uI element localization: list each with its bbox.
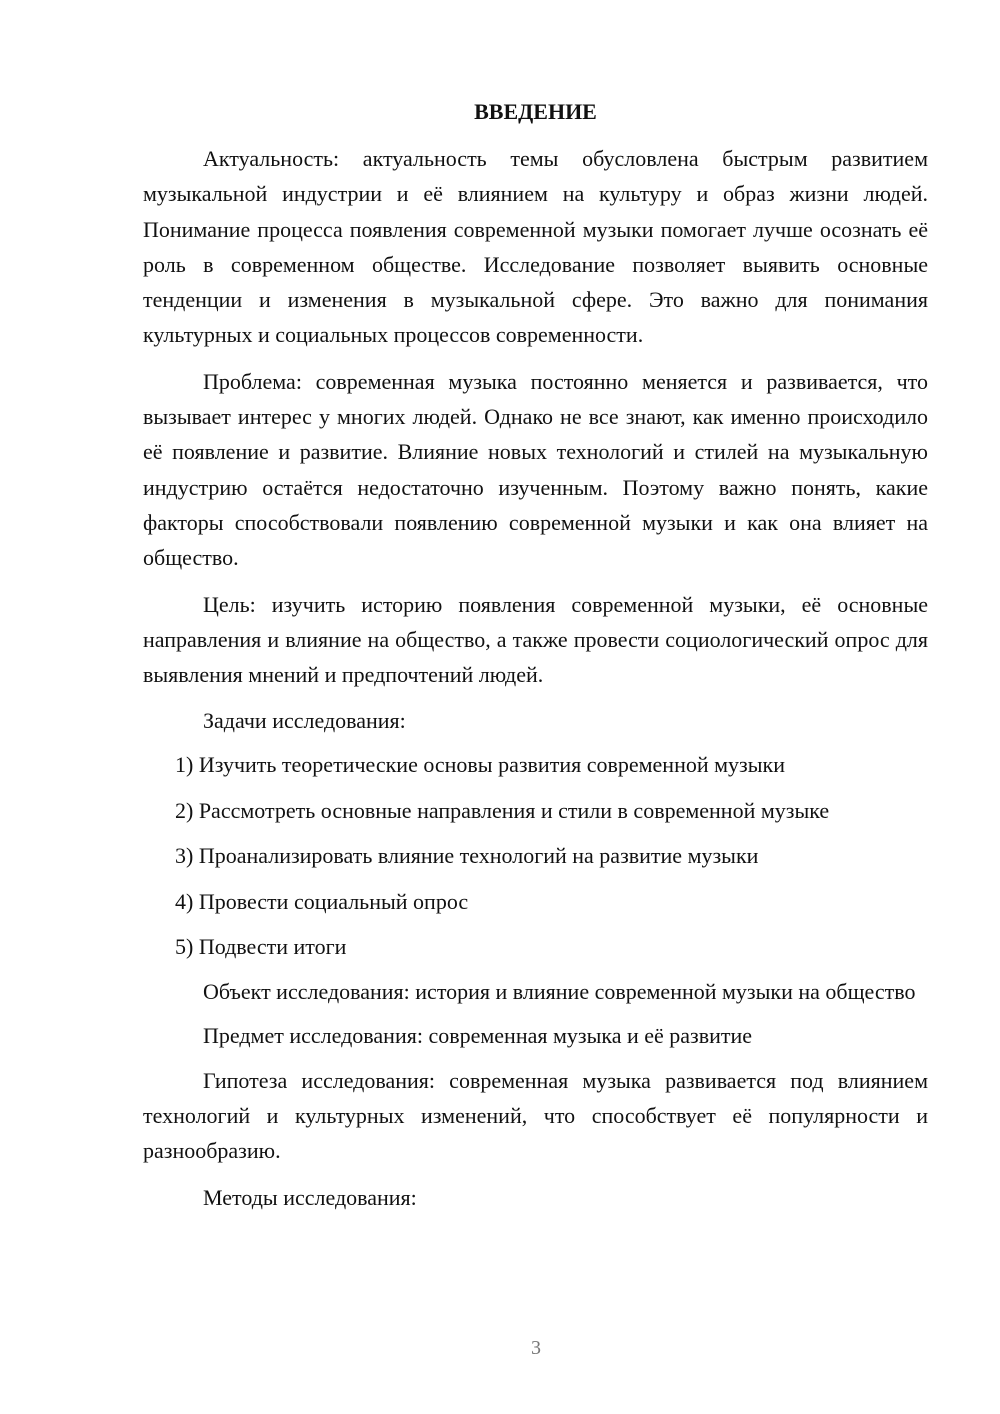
page-content (143, 94, 928, 1215)
task-item-1: 1) Изучить теоретические основы развития современной музыки (175, 752, 785, 778)
methods-heading: Методы исследования: (203, 1184, 417, 1210)
task-item-4: 4) Провести социальный опрос (175, 888, 469, 914)
task-item-2: 2) Рассмотреть основные направления и стили в современной музыке (175, 797, 830, 823)
subject-paragraph: Предмет исследования: современная музыка и её развитие (203, 1023, 753, 1049)
task-item-5: 5) Подвести итоги (175, 934, 347, 960)
tasks-list (143, 747, 928, 965)
hypothesis-paragraph: Гипотеза исследования: современная музыка развивается под влиянием технологий и культурных изменений, что способствует её популярности и разнообразию. (143, 1067, 928, 1164)
goal-paragraph: Цель: изучить историю появления современной музыки, её основные направления и влияние на общество, а также провести социологический опрос для выявления мнений и предпочтений людей. (143, 591, 928, 688)
section-title: ВВЕДЕНИЕ (474, 99, 597, 124)
tasks-heading: Задачи исследования: (203, 708, 406, 734)
problem-paragraph: Проблема: современная музыка постоянно меняется и развивается, что вызывает интерес у многих людей. Однако не все знают, как именно происходило её появление и развитие. Влияние новых технологий и стилей на музыкальную индустрию остаётся недостаточно изученным. Поэтому важно понять, какие факторы способствовали появлению современной музыки и как она влияет на общество. (143, 368, 928, 571)
task-item-3: 3) Проанализировать влияние технологий на развитие музыки (175, 843, 759, 869)
object-paragraph: Объект исследования: история и влияние современной музыки на общество (203, 979, 916, 1005)
actuality-paragraph: Актуальность: актуальность темы обусловлена быстрым развитием музыкальной индустрии и её влиянием на культуру и образ жизни людей. Понимание процесса появления современной музыки помогает лучше осознать её роль в современном обществе. Исследование позволяет выявить основные тенденции и изменения в музыкальной сфере. Это важно для понимания культурных и социальных процессов современности. (143, 146, 928, 348)
page-number: 3 (531, 1337, 541, 1359)
